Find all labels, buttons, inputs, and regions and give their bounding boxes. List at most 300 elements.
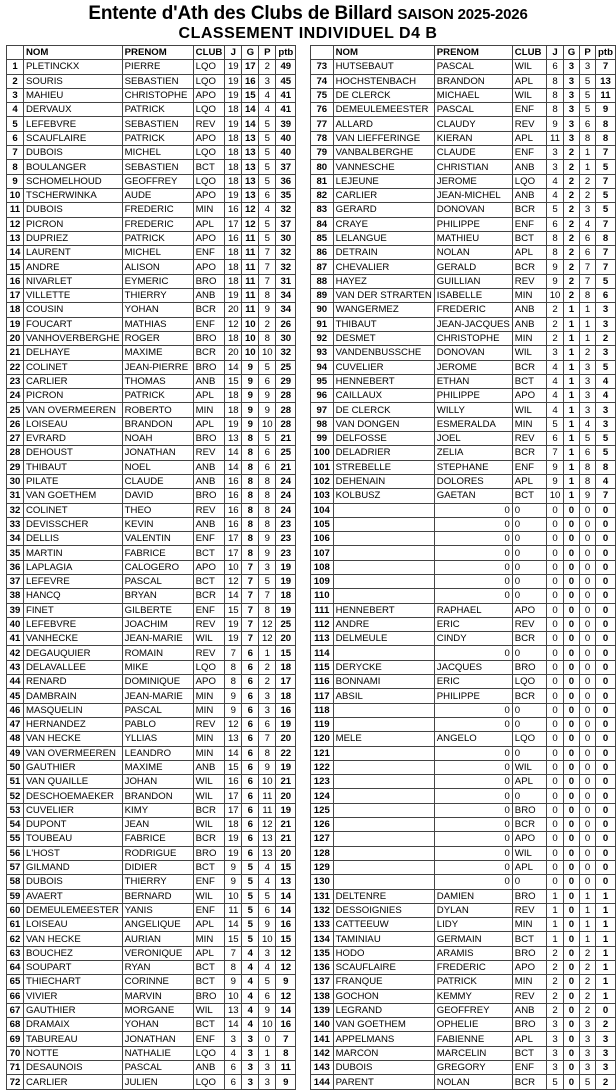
g-cell: 0 <box>563 560 579 574</box>
rank-cell: 135 <box>311 946 334 960</box>
j-cell: 17 <box>225 789 242 803</box>
prenom-cell: 0 <box>434 560 512 574</box>
rank-cell: 110 <box>311 589 334 603</box>
prenom-cell: KIMY <box>122 803 193 817</box>
rank-cell: 25 <box>7 403 24 417</box>
table-row <box>311 74 616 88</box>
ptb-cell: 19 <box>276 560 296 574</box>
ptb-cell: 6 <box>595 289 615 303</box>
rank-cell: 102 <box>311 474 334 488</box>
table-row <box>7 632 296 646</box>
club-cell: APO <box>193 231 225 245</box>
p-cell: 0 <box>580 603 596 617</box>
g-cell: 9 <box>242 374 259 388</box>
ptb-cell: 3 <box>595 1046 615 1060</box>
club-cell: REV <box>193 646 225 660</box>
club-cell: 0 <box>512 517 546 531</box>
rank-cell: 121 <box>311 746 334 760</box>
j-cell: 6 <box>225 1061 242 1075</box>
nom-cell <box>333 803 434 817</box>
p-cell: 5 <box>259 432 276 446</box>
rank-cell: 137 <box>311 975 334 989</box>
prenom-cell: BRANDON <box>122 789 193 803</box>
j-cell: 18 <box>225 331 242 345</box>
rank-cell: 18 <box>7 303 24 317</box>
prenom-cell: CORINNE <box>122 975 193 989</box>
prenom-cell: PASCAL <box>434 60 512 74</box>
g-cell: 2 <box>563 260 579 274</box>
nom-cell: ALLARD <box>333 117 434 131</box>
club-cell: BCT <box>512 231 546 245</box>
ptb-cell: 7 <box>595 174 615 188</box>
prenom-cell: JONATHAN <box>122 446 193 460</box>
g-cell: 0 <box>563 889 579 903</box>
rank-cell: 33 <box>7 517 24 531</box>
g-cell: 1 <box>563 389 579 403</box>
table-row <box>7 1003 296 1017</box>
g-cell: 0 <box>563 989 579 1003</box>
club-cell: 0 <box>512 560 546 574</box>
club-cell: BRO <box>512 946 546 960</box>
nom-cell: MASQUELIN <box>24 703 123 717</box>
nom-cell: GERARD <box>333 203 434 217</box>
rank-cell: 72 <box>7 1075 24 1089</box>
club-cell: WIL <box>193 818 225 832</box>
nom-cell: ABSIL <box>333 689 434 703</box>
table-row <box>311 517 616 531</box>
ptb-cell: 9 <box>276 1075 296 1089</box>
prenom-cell: ISABELLE <box>434 289 512 303</box>
rank-cell: 77 <box>311 117 334 131</box>
g-cell: 0 <box>563 1003 579 1017</box>
table-row <box>311 689 616 703</box>
p-cell: 5 <box>259 131 276 145</box>
p-cell: 0 <box>580 660 596 674</box>
j-cell: 9 <box>547 474 564 488</box>
club-cell: WIL <box>193 775 225 789</box>
table-row <box>7 603 296 617</box>
p-cell: 3 <box>580 389 596 403</box>
table-row <box>311 961 616 975</box>
j-cell: 18 <box>225 818 242 832</box>
rank-cell: 125 <box>311 803 334 817</box>
p-cell: 9 <box>259 918 276 932</box>
g-cell: 2 <box>563 289 579 303</box>
ptb-cell: 34 <box>276 303 296 317</box>
j-cell: 9 <box>225 875 242 889</box>
club-cell: MIN <box>193 703 225 717</box>
nom-cell: FRANQUE <box>333 975 434 989</box>
club-cell: BRO <box>193 489 225 503</box>
j-cell: 13 <box>225 432 242 446</box>
nom-cell: DEHENAIN <box>333 474 434 488</box>
prenom-cell: JOHAN <box>122 775 193 789</box>
prenom-cell: DYLAN <box>434 903 512 917</box>
club-cell: 0 <box>512 546 546 560</box>
nom-cell: LAURENT <box>24 246 123 260</box>
club-cell: MIN <box>512 331 546 345</box>
g-cell: 4 <box>242 989 259 1003</box>
rank-cell: 92 <box>311 331 334 345</box>
g-cell: 0 <box>563 818 579 832</box>
g-cell: 2 <box>563 203 579 217</box>
j-cell: 7 <box>225 646 242 660</box>
g-cell: 1 <box>563 474 579 488</box>
g-cell: 0 <box>563 689 579 703</box>
g-cell: 6 <box>242 675 259 689</box>
rank-cell: 5 <box>7 117 24 131</box>
j-cell: 8 <box>225 675 242 689</box>
p-cell: 7 <box>259 732 276 746</box>
j-cell: 16 <box>225 489 242 503</box>
p-cell: 0 <box>580 632 596 646</box>
club-cell: WIL <box>193 789 225 803</box>
j-cell: 1 <box>547 889 564 903</box>
ptb-cell: 24 <box>276 503 296 517</box>
g-cell: 3 <box>242 1061 259 1075</box>
rank-cell: 75 <box>311 88 334 102</box>
g-cell: 2 <box>563 188 579 202</box>
club-cell: ANB <box>193 517 225 531</box>
club-cell: 0 <box>512 646 546 660</box>
ptb-cell: 7 <box>276 1032 296 1046</box>
ptb-cell: 21 <box>276 775 296 789</box>
nom-cell: DERYCKE <box>333 660 434 674</box>
p-cell: 9 <box>259 403 276 417</box>
ptb-cell: 20 <box>276 732 296 746</box>
ptb-cell: 25 <box>276 446 296 460</box>
club-cell: REV <box>193 503 225 517</box>
prenom-cell: LIDY <box>434 918 512 932</box>
g-cell: 11 <box>242 303 259 317</box>
nom-cell: DELHAYE <box>24 346 123 360</box>
j-cell: 16 <box>225 474 242 488</box>
g-cell: 6 <box>242 846 259 860</box>
g-cell: 3 <box>242 1075 259 1089</box>
p-cell: 9 <box>259 532 276 546</box>
p-cell: 8 <box>259 503 276 517</box>
nom-cell: PICRON <box>24 389 123 403</box>
club-cell: BCR <box>512 203 546 217</box>
rank-cell: 85 <box>311 231 334 245</box>
j-cell: 8 <box>547 74 564 88</box>
club-cell: ANB <box>193 374 225 388</box>
j-cell: 9 <box>225 860 242 874</box>
g-cell: 13 <box>242 188 259 202</box>
rank-cell: 57 <box>7 860 24 874</box>
j-cell: 0 <box>547 703 564 717</box>
prenom-cell: CHRISTIAN <box>434 160 512 174</box>
g-cell: 7 <box>242 632 259 646</box>
j-cell: 0 <box>547 646 564 660</box>
club-cell: BCT <box>512 1046 546 1060</box>
prenom-cell: OPHELIE <box>434 1018 512 1032</box>
j-cell: 2 <box>547 946 564 960</box>
nom-cell: VAN QUAILLE <box>24 775 123 789</box>
p-cell: 0 <box>580 803 596 817</box>
j-cell: 14 <box>225 589 242 603</box>
club-cell: ENF <box>193 246 225 260</box>
p-cell: 9 <box>259 546 276 560</box>
club-cell: BCT <box>193 961 225 975</box>
table-row <box>7 246 296 260</box>
club-cell: BCR <box>193 589 225 603</box>
j-cell: 9 <box>547 117 564 131</box>
p-cell: 8 <box>580 474 596 488</box>
club-cell: LQO <box>193 1046 225 1060</box>
j-cell: 9 <box>225 975 242 989</box>
nom-cell: DEHOUST <box>24 446 123 460</box>
j-cell: 10 <box>225 889 242 903</box>
club-cell: LQO <box>193 1075 225 1089</box>
j-cell: 2 <box>547 331 564 345</box>
ptb-cell: 35 <box>276 188 296 202</box>
rank-cell: 23 <box>7 374 24 388</box>
j-cell: 8 <box>547 231 564 245</box>
ptb-cell: 7 <box>595 260 615 274</box>
table-row <box>311 660 616 674</box>
j-cell: 0 <box>547 603 564 617</box>
table-row <box>7 174 296 188</box>
p-cell: 6 <box>580 446 596 460</box>
table-row <box>7 360 296 374</box>
col-prenom: PRENOM <box>122 46 193 60</box>
rank-cell: 59 <box>7 889 24 903</box>
rank-cell: 124 <box>311 789 334 803</box>
table-row <box>311 1061 616 1075</box>
rank-cell: 14 <box>7 246 24 260</box>
table-row <box>311 360 616 374</box>
nom-cell: LEFEVRE <box>24 574 123 588</box>
club-cell: APO <box>193 675 225 689</box>
ptb-cell: 7 <box>595 146 615 160</box>
p-cell: 12 <box>259 818 276 832</box>
g-cell: 11 <box>242 274 259 288</box>
j-cell: 16 <box>225 203 242 217</box>
ptb-cell: 11 <box>276 1061 296 1075</box>
p-cell: 3 <box>580 1061 596 1075</box>
ptb-cell: 1 <box>595 975 615 989</box>
table-row <box>311 274 616 288</box>
g-cell: 10 <box>242 331 259 345</box>
j-cell: 15 <box>225 932 242 946</box>
nom-cell: VANHECKE <box>24 632 123 646</box>
prenom-cell: ROGER <box>122 331 193 345</box>
ptb-cell: 3 <box>595 1032 615 1046</box>
rank-cell: 91 <box>311 317 334 331</box>
table-row <box>7 918 296 932</box>
p-cell: 0 <box>580 818 596 832</box>
nom-cell: VANNESCHE <box>333 160 434 174</box>
nom-cell: FOUCART <box>24 317 123 331</box>
nom-cell: THIECHART <box>24 975 123 989</box>
club-cell: LQO <box>193 660 225 674</box>
ptb-cell: 5 <box>595 160 615 174</box>
prenom-cell: GAETAN <box>434 489 512 503</box>
table-row <box>311 1003 616 1017</box>
p-cell: 6 <box>259 188 276 202</box>
ptb-cell: 5 <box>595 274 615 288</box>
table-row <box>311 403 616 417</box>
prenom-cell: MAXIME <box>122 760 193 774</box>
nom-cell: DEMEULEMEESTER <box>24 903 123 917</box>
g-cell: 2 <box>563 217 579 231</box>
ptb-cell: 37 <box>276 217 296 231</box>
rank-cell: 43 <box>7 660 24 674</box>
prenom-cell: DIDIER <box>122 860 193 874</box>
g-cell: 0 <box>563 732 579 746</box>
p-cell: 0 <box>580 760 596 774</box>
j-cell: 4 <box>547 188 564 202</box>
club-cell: WIL <box>512 760 546 774</box>
g-cell: 7 <box>242 603 259 617</box>
table-row <box>7 474 296 488</box>
g-cell: 0 <box>563 646 579 660</box>
rank-cell: 17 <box>7 289 24 303</box>
table-row <box>7 403 296 417</box>
table-row <box>7 760 296 774</box>
ptb-cell: 41 <box>276 103 296 117</box>
prenom-cell: GERALD <box>434 260 512 274</box>
rank-cell: 88 <box>311 274 334 288</box>
nom-cell: HODO <box>333 946 434 960</box>
p-cell: 1 <box>259 1046 276 1060</box>
table-row <box>7 689 296 703</box>
ptb-cell: 24 <box>276 489 296 503</box>
nom-cell <box>333 717 434 731</box>
table-row <box>311 789 616 803</box>
club-cell: MIN <box>512 289 546 303</box>
j-cell: 3 <box>547 1018 564 1032</box>
j-cell: 10 <box>225 560 242 574</box>
rank-cell: 89 <box>311 289 334 303</box>
p-cell: 10 <box>259 417 276 431</box>
g-cell: 9 <box>242 360 259 374</box>
ptb-cell: 3 <box>595 403 615 417</box>
nom-cell: SOURIS <box>24 74 123 88</box>
ptb-cell: 0 <box>595 617 615 631</box>
ptb-cell: 3 <box>595 1061 615 1075</box>
prenom-cell: 0 <box>434 846 512 860</box>
g-cell: 8 <box>242 489 259 503</box>
nom-cell: VAN OVERMEEREN <box>24 746 123 760</box>
prenom-cell: SEBASTIEN <box>122 160 193 174</box>
g-cell: 0 <box>563 546 579 560</box>
ptb-cell: 0 <box>595 803 615 817</box>
j-cell: 18 <box>225 131 242 145</box>
rank-cell: 9 <box>7 174 24 188</box>
j-cell: 0 <box>547 675 564 689</box>
g-cell: 6 <box>242 818 259 832</box>
table-row <box>311 603 616 617</box>
j-cell: 9 <box>225 689 242 703</box>
club-cell: APO <box>193 560 225 574</box>
prenom-cell: EYMERIC <box>122 274 193 288</box>
club-cell: APO <box>193 188 225 202</box>
rank-cell: 67 <box>7 1003 24 1017</box>
g-cell: 2 <box>563 174 579 188</box>
rank-cell: 7 <box>7 146 24 160</box>
rank-cell: 94 <box>311 360 334 374</box>
prenom-cell: ALISON <box>122 260 193 274</box>
club-cell: BRO <box>193 432 225 446</box>
ptb-cell: 0 <box>595 717 615 731</box>
j-cell: 1 <box>547 903 564 917</box>
j-cell: 9 <box>547 274 564 288</box>
ptb-cell: 29 <box>276 374 296 388</box>
j-cell: 5 <box>547 203 564 217</box>
ptb-cell: 0 <box>595 703 615 717</box>
prenom-cell: MICHEL <box>122 246 193 260</box>
ptb-cell: 13 <box>595 74 615 88</box>
nom-cell <box>333 860 434 874</box>
g-cell: 6 <box>242 646 259 660</box>
j-cell: 4 <box>547 403 564 417</box>
table-row <box>311 746 616 760</box>
table-row <box>7 432 296 446</box>
rank-cell: 52 <box>7 789 24 803</box>
j-cell: 12 <box>225 574 242 588</box>
j-cell: 19 <box>225 60 242 74</box>
prenom-cell: YOHAN <box>122 1018 193 1032</box>
g-cell: 0 <box>563 961 579 975</box>
table-row <box>311 160 616 174</box>
g-cell: 1 <box>563 417 579 431</box>
prenom-cell: ROMAIN <box>122 646 193 660</box>
g-cell: 6 <box>242 789 259 803</box>
prenom-cell: 0 <box>434 775 512 789</box>
p-cell: 2 <box>580 188 596 202</box>
j-cell: 18 <box>225 246 242 260</box>
p-cell: 2 <box>580 174 596 188</box>
nom-cell: DELMEULE <box>333 632 434 646</box>
g-cell: 3 <box>242 1032 259 1046</box>
p-cell: 0 <box>580 503 596 517</box>
j-cell: 18 <box>225 403 242 417</box>
ptb-cell: 17 <box>276 675 296 689</box>
ptb-cell: 21 <box>276 432 296 446</box>
j-cell: 19 <box>225 188 242 202</box>
ptb-cell: 28 <box>276 389 296 403</box>
table-row <box>7 1032 296 1046</box>
p-cell: 1 <box>580 317 596 331</box>
p-cell: 9 <box>259 389 276 403</box>
rank-cell: 141 <box>311 1032 334 1046</box>
prenom-cell: CLAUDE <box>122 474 193 488</box>
table-row <box>7 417 296 431</box>
j-cell: 7 <box>547 446 564 460</box>
g-cell: 5 <box>242 860 259 874</box>
table-row <box>7 946 296 960</box>
col-club: CLUB <box>193 46 225 60</box>
table-row <box>7 60 296 74</box>
club-cell: BCT <box>193 160 225 174</box>
ptb-cell: 0 <box>595 589 615 603</box>
club-cell: ENF <box>512 217 546 231</box>
p-cell: 10 <box>259 346 276 360</box>
col-nom: NOM <box>24 46 123 60</box>
p-cell: 0 <box>259 1032 276 1046</box>
nom-cell: VAN HECKE <box>24 732 123 746</box>
document-title <box>0 2 616 26</box>
j-cell: 1 <box>547 932 564 946</box>
prenom-cell: JEROME <box>434 174 512 188</box>
rank-cell: 20 <box>7 331 24 345</box>
j-cell: 14 <box>225 746 242 760</box>
prenom-cell: PASCAL <box>434 103 512 117</box>
p-cell: 6 <box>259 460 276 474</box>
nom-cell: DESCHOEMAEKER <box>24 789 123 803</box>
